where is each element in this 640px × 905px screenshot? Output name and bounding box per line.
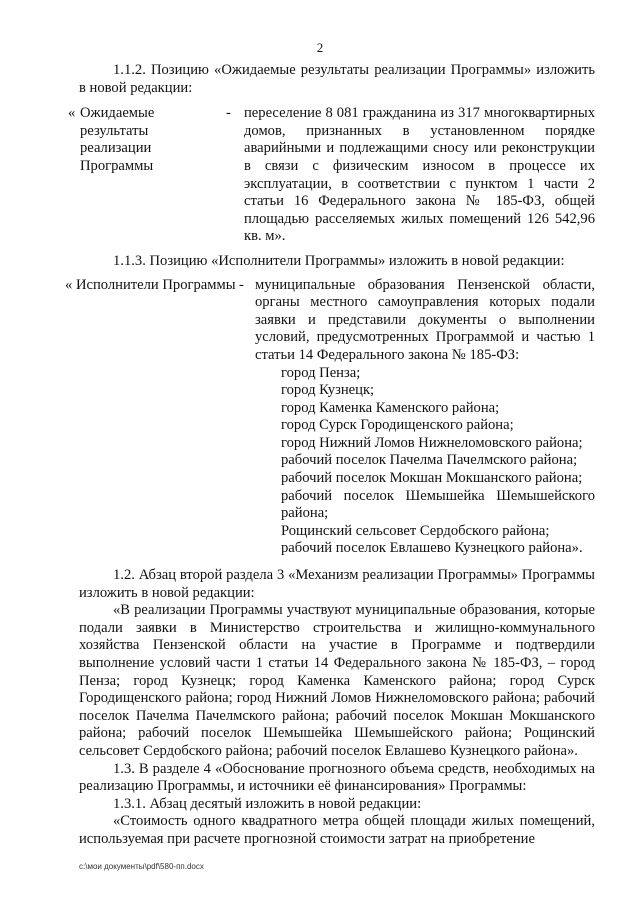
expected-results-label: Ожидаемые результаты реализации Программы bbox=[80, 105, 155, 174]
expected-results-row bbox=[68, 105, 595, 246]
document-body bbox=[65, 62, 595, 849]
page-number: 2 bbox=[316, 40, 324, 55]
city-item: город Нижний Ломов Нижнеломовского района; bbox=[281, 434, 583, 451]
footer-file-path: c:\мои документы\pdf\580-пп.docx bbox=[79, 862, 204, 871]
executors-value: муниципальные образования Пензенской области, органы местного самоуправления которых подали заявки и представили документы о выполнении условий, предусмотренных Программой и частью 1 статьи 14 Федерального закона № 185-ФЗ: bbox=[255, 276, 595, 363]
city-item: рабочий поселок Шемышейка Шемышейского района; bbox=[281, 487, 595, 522]
expected-results-label-cell bbox=[68, 105, 226, 246]
executors-row bbox=[65, 277, 595, 559]
open-quote: « bbox=[68, 105, 76, 122]
city-item: город Сурск Городищенского района; bbox=[281, 417, 514, 434]
city-item: Рощинский сельсовет Сердобского района; bbox=[281, 522, 550, 539]
expected-results-value: переселение 8 081 гражданина из 317 многоквартирных домов, признанных в установленном порядке аварийными и подлежащими сносу или реконструкции в связи с физическим износом в процессе их эксплуатации, в соответствии с пунктом 1 части 2 статьи 16 Федерального закона № 185-ФЗ, общей площадью расселяемых жилых помещений 126 542,96 кв. м». bbox=[244, 105, 595, 245]
city-item: город Каменка Каменского района; bbox=[281, 399, 500, 416]
section-1-3-1-text: «Стоимость одного квадратного метра общей площади жилых помещений, используемая при расчете прогнозной стоимости затрат на приобретение bbox=[79, 813, 595, 847]
section-1-3-heading: 1.3. В разделе 4 «Обоснование прогнозного объема средств, необходимых на реализацию Программы, и источники её финансирования» Программы: bbox=[79, 760, 595, 795]
section-1-2-text: «В реализации Программы участвуют муниципальные образования, которые подали заявки в Министерство строительства и жилищно-коммунального хозяйства Пензенской области на участие в Программе и подтвердили выполнение условий части 1 статьи 14 Федерального закона № 185-ФЗ, – город Пенза; город Кузнецк; город Каменка Каменского района; город Сурск Городищенского района; город Нижний Ломов Нижнеломовского района; рабочий поселок Пачелма Пачелмского района; рабочий поселок Мокшан Мокшанского района; рабочий поселок Шемышейка Шемышейского района; Рощинский сельсовет Сердобского района; рабочий поселок Евлашево Кузнецкого района». bbox=[79, 602, 595, 759]
city-item: рабочий поселок Мокшан Мокшанского района; bbox=[281, 470, 583, 487]
city-item: рабочий поселок Пачелма Пачелмского района; bbox=[281, 452, 578, 469]
cities-list bbox=[255, 365, 595, 559]
executors-value-cell bbox=[255, 277, 595, 559]
executors-label: « Исполнители Программы bbox=[65, 276, 236, 293]
expected-results-dash: - bbox=[226, 105, 231, 122]
city-item: город Кузнецк; bbox=[281, 382, 375, 399]
section-1-3-1-heading: 1.3.1. Абзац десятый изложить в новой редакции: bbox=[113, 795, 422, 812]
section-1-1-3-heading: 1.1.3. Позицию «Исполнители Программы» изложить в новой редакции: bbox=[113, 252, 565, 269]
executors-dash: - bbox=[239, 276, 244, 293]
city-item: город Пенза; bbox=[281, 364, 361, 381]
section-1-1-2-heading: 1.1.2. Позицию «Ожидаемые результаты реализации Программы» изложить в новой редакции: bbox=[79, 62, 595, 96]
city-item: рабочий поселок Евлашево Кузнецкого района». bbox=[281, 540, 583, 557]
section-1-2-heading: 1.2. Абзац второй раздела 3 «Механизм реализации Программы» Программы изложить в новой редакции: bbox=[79, 567, 595, 601]
